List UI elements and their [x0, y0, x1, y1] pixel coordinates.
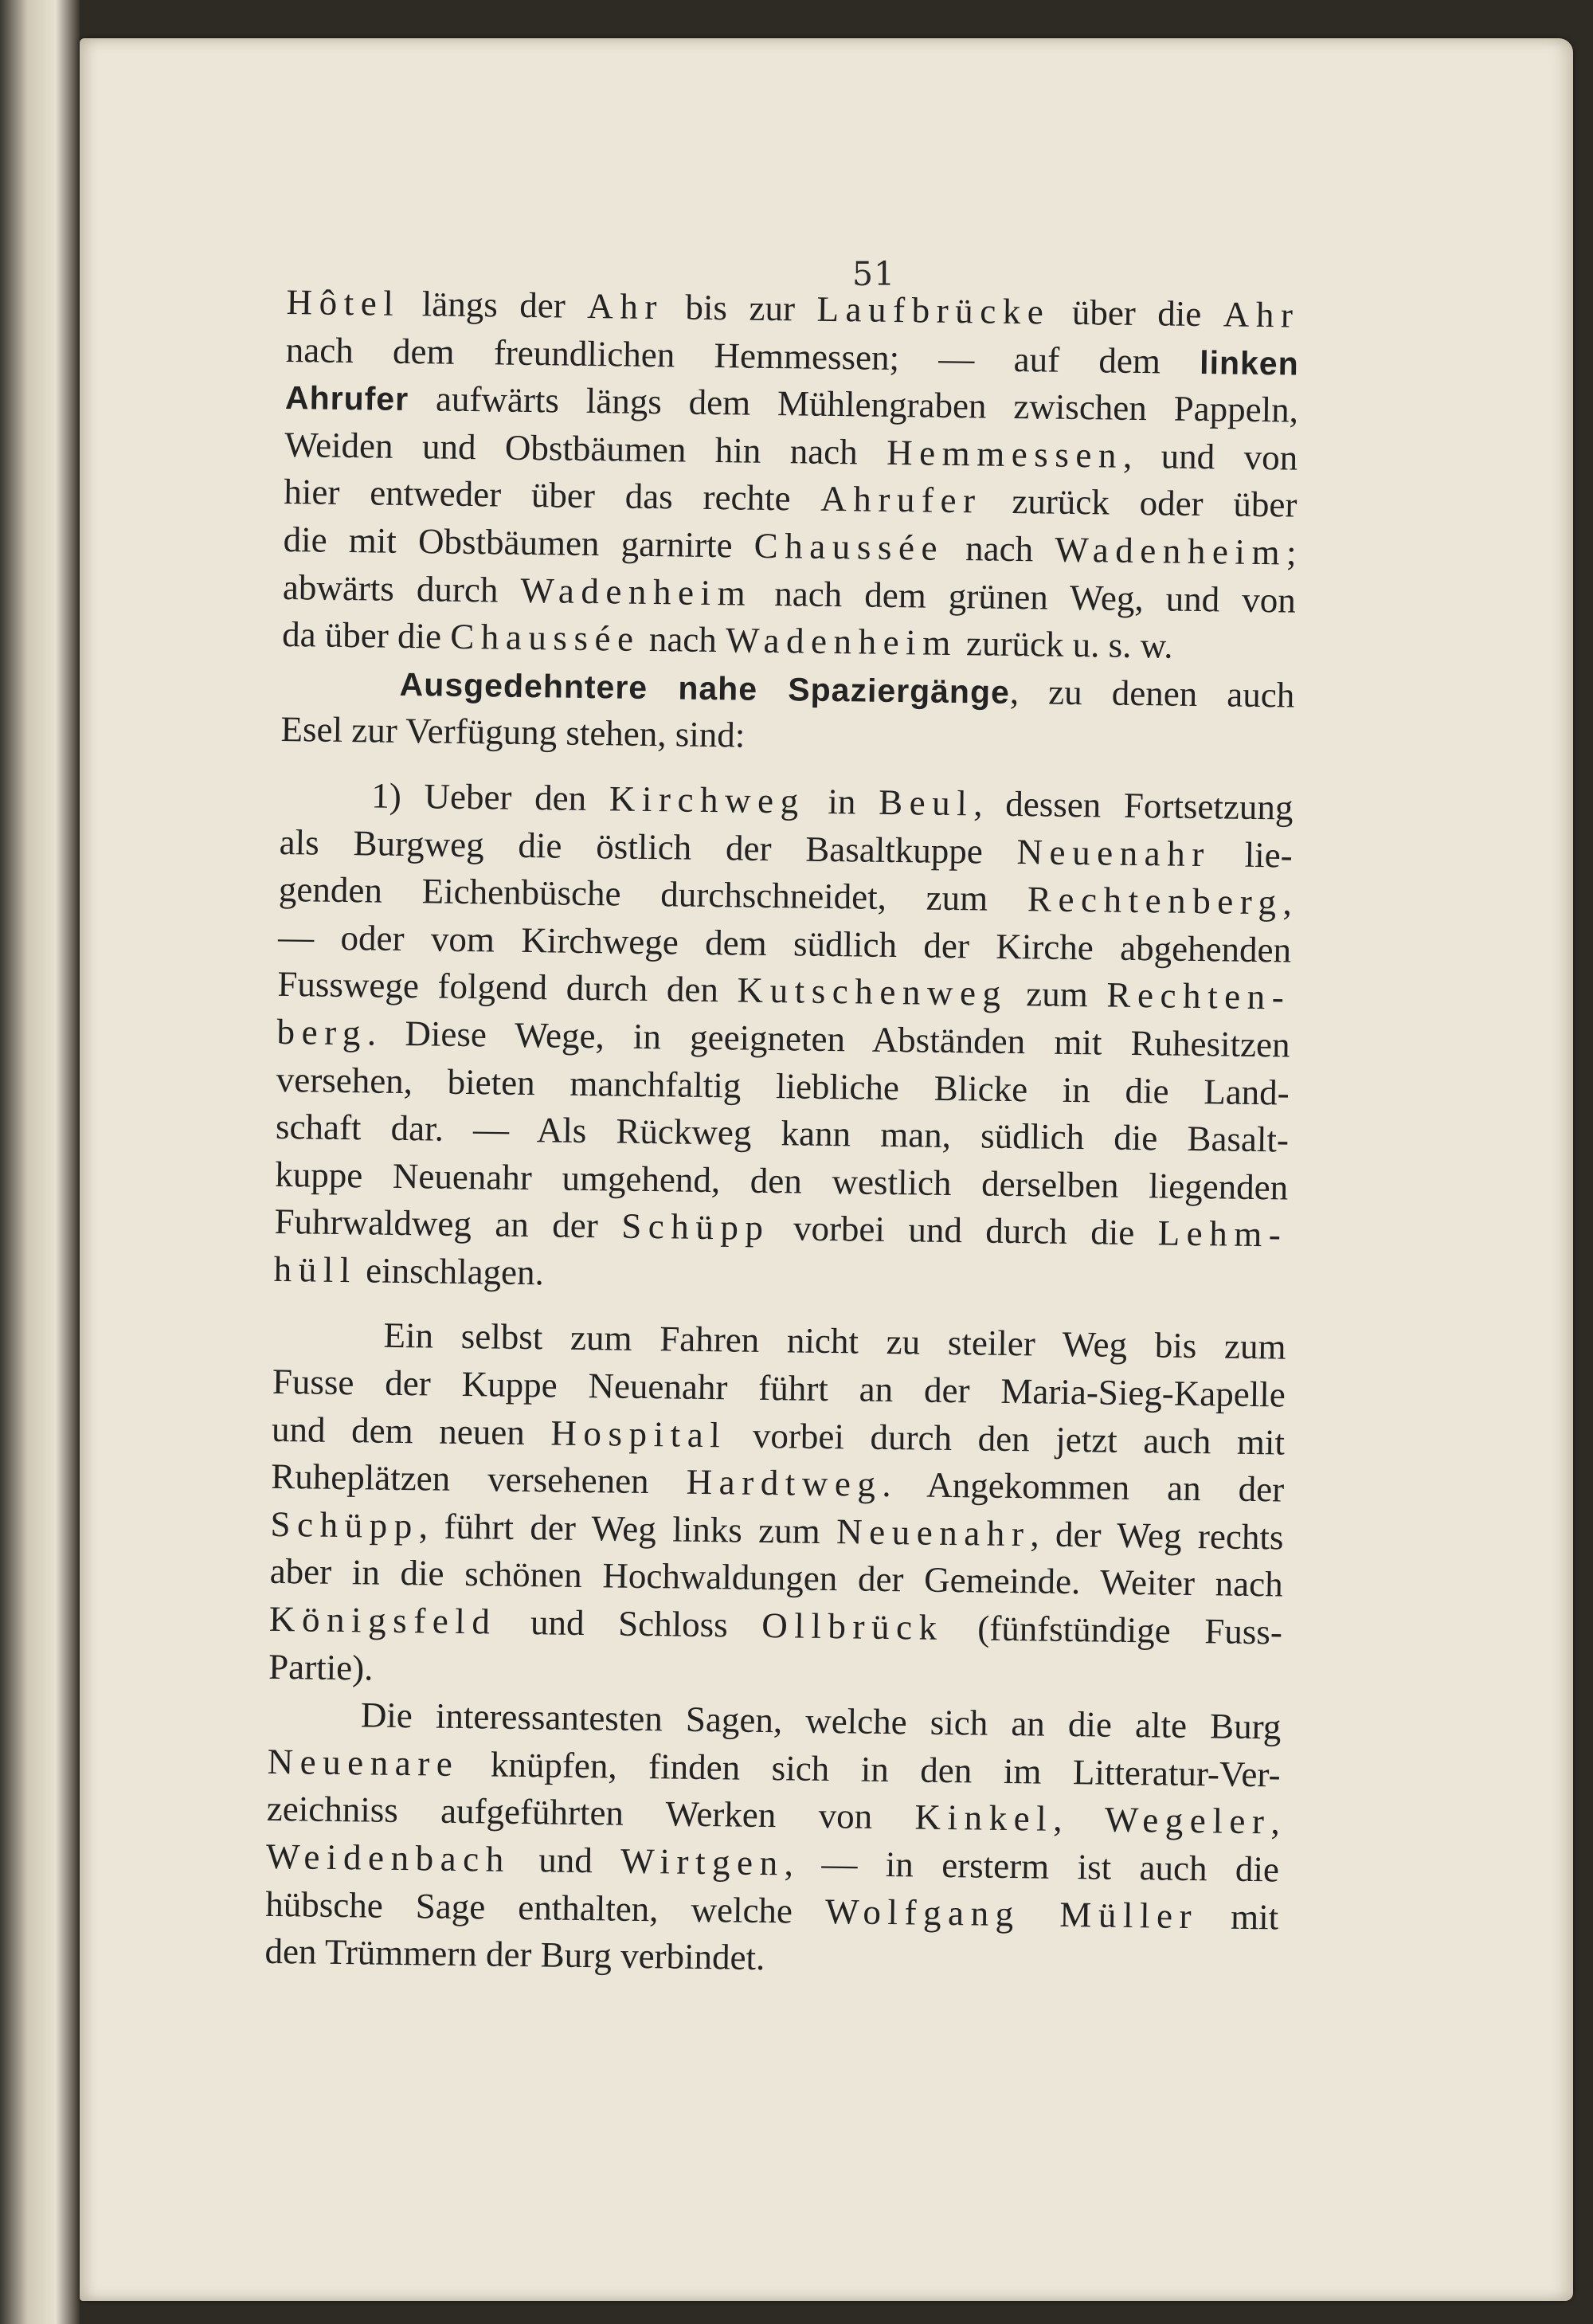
- text-run: ,: [1282, 882, 1293, 923]
- text-run: und: [510, 1839, 621, 1881]
- text-run: Weiden und Obstbäumen hin nach: [284, 424, 887, 472]
- paragraph: [280, 659, 1294, 767]
- text-run: da über die: [281, 614, 451, 656]
- previous-page-edge: [0, 0, 80, 2324]
- spaced-name: Beul: [878, 782, 974, 824]
- bold-term: linken: [1199, 343, 1300, 382]
- spaced-name: Kirchweg: [609, 778, 806, 821]
- text-run: zurück u. s. w.: [957, 623, 1173, 666]
- text-run: den Trümmern der Burg verbindet.: [264, 1931, 765, 1978]
- spaced-name: Wadenheim: [520, 570, 753, 613]
- spaced-name: Ahrufer: [820, 479, 982, 521]
- text-run: , dessen Fortsetzung: [973, 783, 1294, 828]
- paragraph: [264, 1691, 1282, 1989]
- text-run: Die interessantesten Sagen, welche sich an die alte Burg: [268, 1694, 1282, 1747]
- spaced-name: Chaussée: [449, 616, 640, 660]
- spaced-name: Neuenahr: [836, 1511, 1031, 1554]
- text-run: , — in ersterm ist auch die: [784, 1843, 1280, 1890]
- spaced-name: Ahr: [1223, 294, 1300, 335]
- text-run: 1) Ueber den: [280, 774, 610, 819]
- text-run: vorbei und durch die: [769, 1208, 1159, 1253]
- text-run: ;: [1286, 532, 1297, 573]
- text-run: Partie).: [268, 1646, 374, 1688]
- text-run: über die: [1050, 292, 1224, 335]
- spaced-name: berg: [276, 1011, 368, 1053]
- text-run: nach dem freundlichen Hemmessen; — auf dem: [285, 329, 1200, 382]
- paragraph: [268, 1311, 1286, 1703]
- spaced-name: Chaussée: [753, 525, 945, 568]
- text-run: ,: [1270, 1801, 1281, 1842]
- text-run: versehen, bieten manchfaltig liebliche Blicke in die Land-: [276, 1059, 1290, 1113]
- spaced-name: Kinkel: [914, 1797, 1054, 1840]
- text-run: hier entweder über das rechte: [284, 472, 821, 519]
- text-run: zurück oder über: [981, 480, 1297, 525]
- text-run: Fuhrwaldweg an der: [274, 1201, 622, 1246]
- spaced-name: Laufbrücke: [816, 288, 1051, 332]
- text-run: nach dem grünen Weg, und von: [751, 573, 1297, 621]
- text-run: , zu denen auch: [1009, 671, 1295, 715]
- bold-term: Ahrufer: [284, 379, 409, 418]
- spaced-name: Wadenheim: [725, 620, 958, 664]
- text-run: aber in die schönen Hochwaldungen der Gemeinde. Weiter nach: [269, 1551, 1283, 1605]
- text-run: knüpfen, finden sich in den im Litteratur-Ver-: [459, 1743, 1281, 1795]
- text-run: als Burgweg die östlich der Basaltkuppe: [279, 821, 1017, 872]
- page-number: 51: [852, 255, 896, 293]
- text-run: kuppe Neuenahr umgehend, den westlich derselben liegenden: [274, 1154, 1289, 1208]
- spaced-name: Wadenheim: [1055, 529, 1287, 573]
- text-run: ,: [1052, 1799, 1106, 1840]
- text-run: Fusse der Kuppe Neuenahr führt an der Maria-Sieg-Kapelle: [272, 1361, 1286, 1415]
- spaced-name: Schüpp: [270, 1503, 420, 1546]
- spaced-name: hüll: [273, 1248, 358, 1291]
- text-run: bis zur: [663, 287, 817, 329]
- text-run: zum: [1007, 974, 1107, 1015]
- spaced-name: Wolfgang Müller: [824, 1891, 1199, 1936]
- text-run: . Angekommen an der: [882, 1464, 1285, 1510]
- text-run: — oder vom Kirchwege dem südlich der Kirche abgehenden: [277, 916, 1292, 970]
- text-run: nach: [943, 527, 1055, 570]
- paragraph: [282, 279, 1300, 672]
- text-run: (fünfstündige Fuss-: [943, 1607, 1283, 1652]
- body-text: [264, 279, 1300, 1989]
- spaced-name: Kutschenweg: [737, 970, 1008, 1014]
- spaced-name: Schüpp: [620, 1205, 770, 1248]
- paragraph: [273, 771, 1293, 1307]
- text-run: , und von: [1122, 435, 1298, 478]
- text-run: [281, 662, 400, 703]
- text-run: zeichniss aufgeführten Werken von: [266, 1789, 915, 1837]
- text-run: Ruheplätzen versehenen: [270, 1456, 687, 1502]
- text-run: . Diese Wege, in geeigneten Abständen mit Ruhesitzen: [366, 1013, 1290, 1065]
- text-run: mit: [1197, 1895, 1279, 1938]
- spaced-name: Hôtel: [286, 281, 401, 323]
- text-run: abwärts durch: [282, 566, 521, 610]
- text-run: nach: [640, 619, 726, 660]
- spaced-name: Ollbrück: [761, 1605, 945, 1648]
- text-run: genden Eichenbüsche durchschneidet, zum: [278, 869, 1028, 919]
- text-run: schaft dar. — Als Rückweg kann man, südlich die Basalt-: [275, 1107, 1290, 1160]
- spaced-name: Wirtgen: [620, 1840, 785, 1883]
- spaced-name: Hemmessen: [886, 432, 1124, 476]
- spaced-name: Weidenbach: [265, 1836, 511, 1879]
- text-run: und dem neuen: [271, 1409, 551, 1453]
- text-run: längs der: [400, 283, 588, 326]
- text-run: in: [804, 781, 879, 822]
- text-run: , der Weg rechts: [1030, 1514, 1284, 1558]
- text-run: vorbei durch den jetzt auch mit: [726, 1415, 1286, 1463]
- spaced-name: Neuenare: [267, 1741, 460, 1784]
- text-run: die mit Obstbäumen garnirte: [283, 519, 755, 566]
- spaced-name: Hardtweg: [686, 1461, 883, 1505]
- bold-term: Ausgedehntere nahe Spaziergänge: [399, 665, 1011, 711]
- text-run: hübsche Sage enthalten, welche: [264, 1883, 826, 1931]
- text-run: Ein selbst zum Fahren nicht zu steiler Weg bis zum: [272, 1314, 1286, 1368]
- spaced-name: Hospital: [550, 1413, 727, 1456]
- text-run: lie-: [1210, 833, 1293, 876]
- spaced-name: Neuenahr: [1016, 831, 1211, 874]
- spaced-name: Rechtenberg: [1027, 879, 1283, 923]
- spaced-name: Lehm-: [1157, 1213, 1288, 1255]
- spaced-name: Ahr: [587, 285, 664, 327]
- text-run: aufwärts längs dem Mühlengraben zwischen Pappeln,: [408, 378, 1299, 430]
- spaced-name: Rechten-: [1106, 974, 1291, 1017]
- spaced-name: Wegeler: [1104, 1800, 1271, 1842]
- text-run: einschlagen.: [356, 1250, 545, 1293]
- text-run: und Schloss: [496, 1601, 762, 1645]
- text-run: Fusswege folgend durch den: [277, 964, 738, 1010]
- text-run: , führt der Weg links zum: [418, 1506, 837, 1552]
- text-run: Esel zur Verfügung stehen, sind:: [280, 709, 746, 755]
- spaced-name: Königsfeld: [268, 1598, 497, 1642]
